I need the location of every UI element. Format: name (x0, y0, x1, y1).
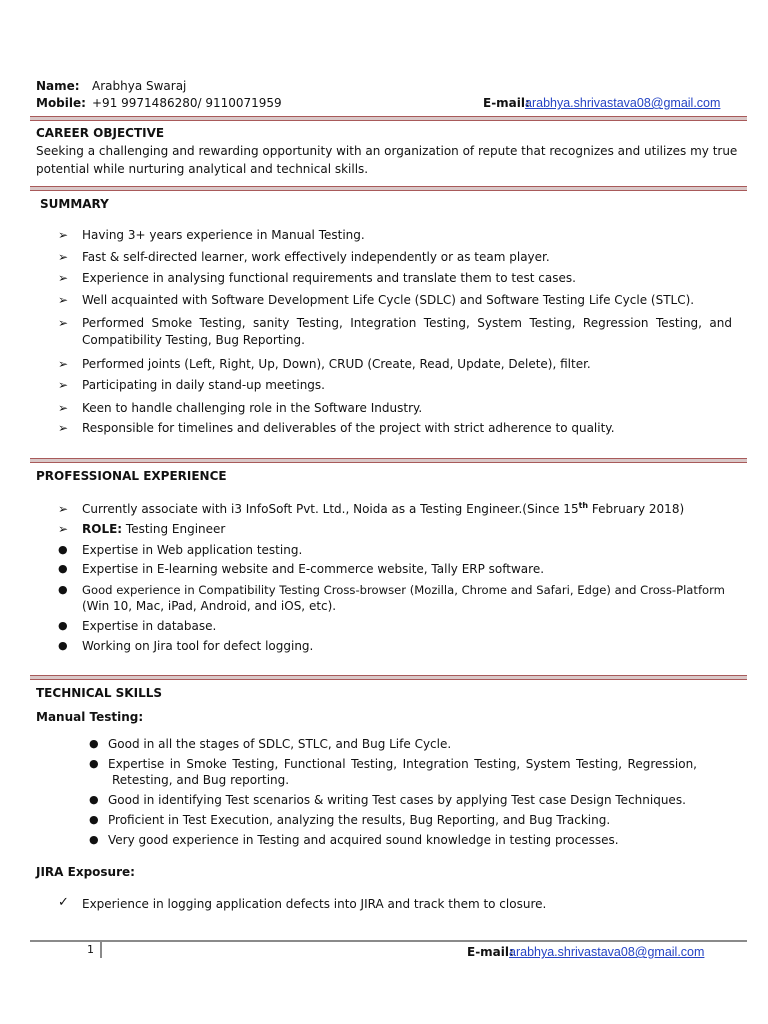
dot-bullet-icon: ● (58, 583, 68, 596)
role-line (82, 521, 225, 537)
experience-heading: PROFESSIONAL EXPERIENCE (36, 469, 227, 483)
current-job (82, 501, 684, 517)
arrow-bullet-icon: ➢ (58, 522, 69, 536)
summary-heading: SUMMARY (40, 197, 109, 211)
summary-item: Well acquainted with Software Development Life Cycle (SDLC) and Software Testing Life Cycle (STLC). (82, 293, 695, 307)
dot-bullet-icon: ● (58, 639, 68, 652)
summary-item: Performed Smoke Testing, sanity Testing, Integration Testing, System Testing, Regression Testing, and (82, 316, 732, 330)
arrow-bullet-icon: ➢ (58, 316, 69, 330)
mobile-label: Mobile: (36, 96, 86, 110)
check-bullet-icon: ✓ (58, 895, 69, 910)
section-divider (30, 116, 747, 121)
arrow-bullet-icon: ➢ (58, 293, 69, 307)
date-suffix: th (578, 501, 589, 510)
dot-bullet-icon: ● (58, 543, 68, 556)
arrow-bullet-icon: ➢ (58, 378, 69, 392)
footer-email-link[interactable]: arabhya.shrivastava08@gmail.com (509, 945, 705, 959)
arrow-bullet-icon: ➢ (58, 357, 69, 371)
role-value: Testing Engineer (122, 522, 226, 536)
arrow-bullet-icon: ➢ (58, 271, 69, 285)
manual-skill-item: Very good experience in Testing and acquired sound knowledge in testing processes. (108, 833, 619, 847)
section-divider (30, 458, 747, 463)
dot-bullet-icon: ● (89, 813, 99, 826)
footer-page-separator (100, 941, 102, 958)
dot-bullet-icon: ● (89, 793, 99, 806)
summary-item: Performed joints (Left, Right, Up, Down), CRUD (Create, Read, Update, Delete), filter. (82, 357, 591, 371)
dot-bullet-icon: ● (89, 833, 99, 846)
footer-email-label: E-mail: (467, 945, 514, 959)
career-objective-line1: Seeking a challenging and rewarding opportunity with an organization of repute that recognizes and utilizes my true (36, 144, 738, 158)
footer-divider (30, 940, 747, 942)
email-label: E-mail: (483, 96, 530, 110)
summary-item: Fast & self-directed learner, work effectively independently or as team player. (82, 250, 550, 264)
arrow-bullet-icon: ➢ (58, 421, 69, 435)
section-divider (30, 675, 747, 680)
jira-item: Experience in logging application defects into JIRA and track them to closure. (82, 897, 547, 911)
summary-item: Keen to handle challenging role in the Software Industry. (82, 401, 423, 415)
dot-bullet-icon: ● (58, 562, 68, 575)
career-objective-heading: CAREER OBJECTIVE (36, 126, 165, 140)
role-label: ROLE: (82, 522, 123, 536)
section-divider (30, 186, 747, 191)
manual-skill-item-continuation: Retesting, and Bug reporting. (112, 773, 290, 787)
arrow-bullet-icon: ➢ (58, 250, 69, 264)
experience-item: Working on Jira tool for defect logging. (82, 639, 314, 653)
arrow-bullet-icon: ➢ (58, 401, 69, 415)
manual-skill-item: Expertise in Smoke Testing, Functional Testing, Integration Testing, System Testing, Regression, (108, 757, 697, 771)
dot-bullet-icon: ● (58, 619, 68, 632)
experience-item: Expertise in Web application testing. (82, 543, 303, 557)
experience-item: Good experience in Compatibility Testing Cross-browser (Mozilla, Chrome and Safari, Edge) and Cross-Platform (82, 583, 725, 597)
email-link[interactable]: arabhya.shrivastava08@gmail.com (525, 96, 721, 110)
jira-exposure-heading: JIRA Exposure: (36, 865, 135, 879)
page-number: 1 (87, 943, 94, 956)
dot-bullet-icon: ● (89, 737, 99, 750)
arrow-bullet-icon: ➢ (58, 502, 69, 516)
experience-item-continuation: (Win 10, Mac, iPad, Android, and iOS, etc). (82, 599, 337, 613)
summary-item: Having 3+ years experience in Manual Testing. (82, 228, 365, 242)
manual-testing-heading: Manual Testing: (36, 710, 144, 724)
manual-skill-item: Good in identifying Test scenarios & writing Test cases by applying Test case Design Techniques. (108, 793, 686, 807)
experience-item: Expertise in database. (82, 619, 217, 633)
manual-skill-item: Proficient in Test Execution, analyzing the results, Bug Reporting, and Bug Tracking. (108, 813, 611, 827)
dot-bullet-icon: ● (89, 757, 99, 770)
mobile-value: +91 9971486280/ 9110071959 (92, 96, 282, 110)
summary-item: Responsible for timelines and deliverables of the project with strict adherence to quality. (82, 421, 615, 435)
summary-item: Experience in analysing functional requirements and translate them to test cases. (82, 271, 576, 285)
manual-skill-item: Good in all the stages of SDLC, STLC, and Bug Life Cycle. (108, 737, 452, 751)
name-value: Arabhya Swaraj (92, 79, 187, 93)
summary-item: Participating in daily stand-up meetings. (82, 378, 325, 392)
experience-item: Expertise in E-learning website and E-commerce website, Tally ERP software. (82, 562, 545, 576)
summary-item-continuation: Compatibility Testing, Bug Reporting. (82, 333, 305, 347)
technical-skills-heading: TECHNICAL SKILLS (36, 686, 162, 700)
name-label: Name: (36, 79, 80, 93)
current-job-date: February 2018) (588, 502, 685, 516)
current-job-text: Currently associate with i3 InfoSoft Pvt. Ltd., Noida as a Testing Engineer.(Since 15 (82, 502, 579, 516)
arrow-bullet-icon: ➢ (58, 228, 69, 242)
career-objective-line2: potential while nurturing analytical and technical skills. (36, 162, 369, 176)
